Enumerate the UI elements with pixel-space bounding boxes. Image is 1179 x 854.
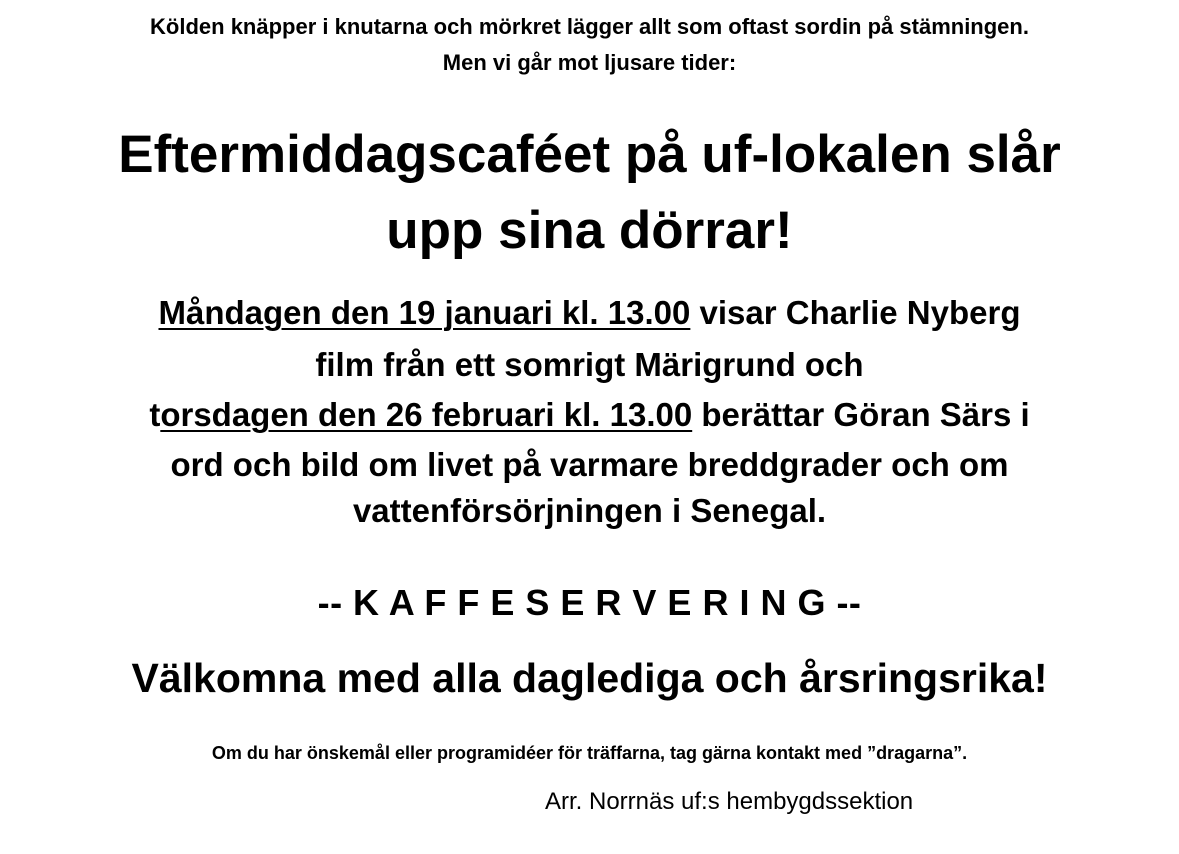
event-2-line-1: [0, 396, 1179, 434]
kaffeservering-banner: -- K A F F E S E R V E R I N G --: [317, 582, 862, 623]
headline-line-2: upp sina dörrar!: [386, 201, 793, 260]
event-2-prefix: t: [149, 396, 161, 433]
welcome-line: Välkomna med alla daglediga och årsringsrika!: [131, 655, 1048, 701]
intro-line-1: Kölden knäpper i knutarna och mörkret lägger allt som oftast sordin på stämningen.: [150, 14, 1029, 39]
organizer-credit: Arr. Norrnäs uf:s hembygdssektion: [545, 788, 914, 815]
headline-line-1: Eftermiddagscaféet på uf-lokalen slår: [118, 125, 1061, 184]
event-1-date: Måndagen den 19 januari kl. 13.00: [158, 294, 691, 331]
event-2-line-3: vattenförsörjningen i Senegal.: [352, 492, 827, 529]
event-1-line-2: film från ett somrigt Märigrund och: [315, 346, 864, 383]
event-2-line-2: ord och bild om livet på varmare breddgrader och om: [170, 446, 1009, 483]
contact-note: Om du har önskemål eller programidéer för träffarna, tag gärna kontakt med ”dragarna”.: [211, 743, 968, 763]
event-2-text-a: berättar Göran Särs i: [692, 396, 1030, 433]
event-1-text-a: visar Charlie Nyberg: [690, 294, 1021, 331]
event-1-line-1: [0, 294, 1179, 332]
event-2-date: orsdagen den 26 februari kl. 13.00: [160, 396, 693, 433]
intro-line-2: Men vi går mot ljusare tider:: [442, 50, 737, 75]
